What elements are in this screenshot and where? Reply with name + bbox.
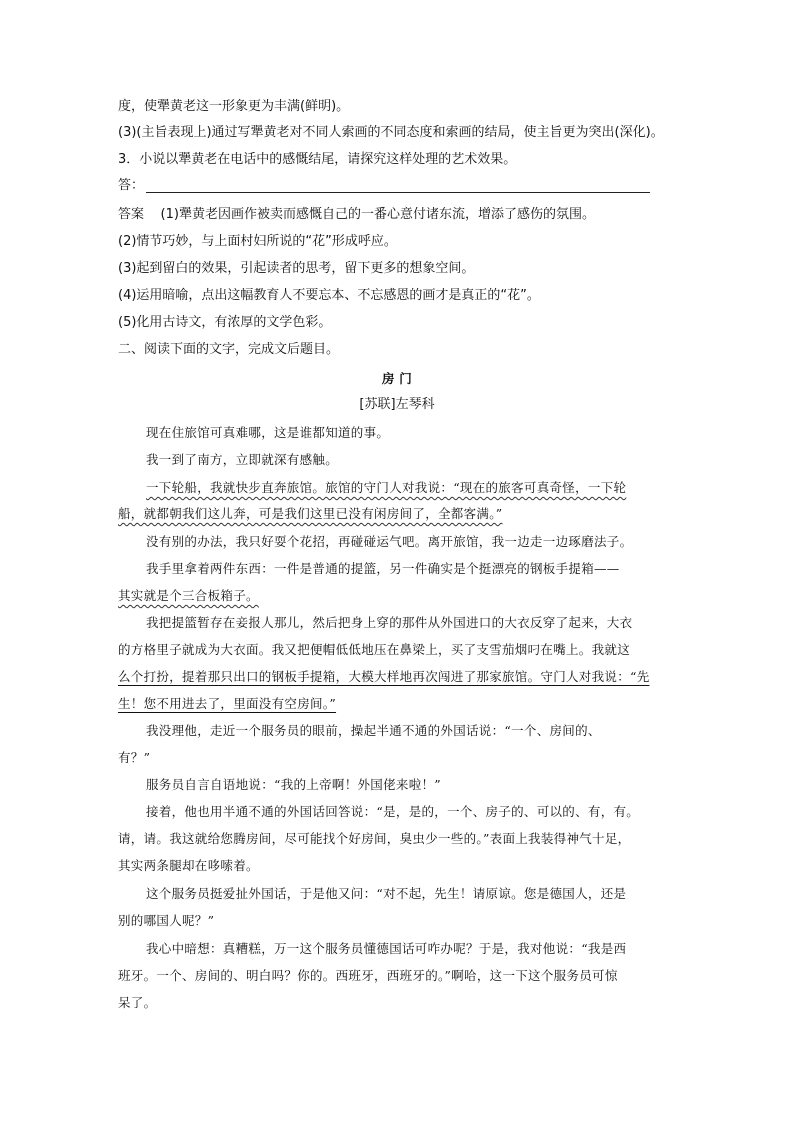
story-title: 房 门 [381, 371, 413, 386]
answer-item-4: (4)运用暗喻，点出这幅教育人不要忘本、不忘感恩的画才是真正的“花”。 [118, 288, 540, 303]
story-line-14: 服务员自言自语地说：“我的上帝啊！外国佬来啦！” [146, 777, 441, 792]
story-line-4: 船，就都朝我们这儿奔，可是我们这里已没有闲房间了，全都客满。” [118, 506, 503, 521]
answer-item-1: (1)犟黄老因画作被卖而感慨自己的一番心意付诸东流，增添了感伤的氛围。 [160, 207, 595, 222]
story-line-22: 呆了。 [118, 995, 157, 1010]
story-line-5: 没有别的办法，我只好耍个花招，再碰碰运气吧。离开旅馆，我一边走一边琢磨法子。 [146, 534, 633, 549]
continued-answer-line: 度，使犟黄老这一形象更为丰满(鲜明)。 [118, 99, 350, 114]
answer-item-2: (2)情节巧妙，与上面村妇所说的“花”形成呼应。 [118, 234, 397, 249]
answer-item-3: (3)起到留白的效果，引起读者的思考，留下更多的想象空间。 [118, 261, 475, 276]
story-line-6: 我手里拿着两件东西：一件是普通的提篮，另一件确实是个挺漂亮的钢板手提箱—— [146, 561, 620, 576]
story-line-2: 我一到了南方，立即就深有感触。 [146, 452, 339, 467]
story-line-21: 班牙。一个、房间的、明白吗？你的。西班牙，西班牙的。”啊哈，这一下这个服务员可惊 [118, 968, 618, 983]
story-author: [苏联]左琴科 [359, 397, 435, 412]
story-line-1: 现在住旅馆可真难哪，这是谁都知道的事。 [146, 425, 390, 440]
section-2-heading: 二、阅读下面的文字，完成文后题目。 [118, 342, 340, 357]
answer-item-5: (5)化用古诗文，有浓厚的文学色彩。 [118, 315, 332, 330]
story-line-15: 接着，他也用半通不通的外国话回答说：“是，是的，一个、房子的、可以的、有，有。 [146, 804, 640, 819]
answer-label: 答案 [118, 207, 145, 222]
story-line-9: 的方格里子就成为大衣面。我又把便帽低低地压在鼻梁上，买了支雪茄烟叼在嘴上。我就这 [118, 642, 631, 657]
story-line-11: 生！您不用进去了，里面没有空房间。” [118, 696, 337, 711]
story-line-16: 请，请。我这就给您腾房间，尽可能找个好房间，臭虫少一些的。”表面上我装得神气十足， [118, 831, 631, 846]
story-line-13: 有？” [118, 750, 151, 765]
story-line-20: 我心中暗想：真糟糕，万一这个服务员懂德国话可咋办呢？于是，我对他说：“我是西 [146, 941, 627, 956]
answer-block [118, 206, 595, 224]
story-line-3: 一下轮船，我就快步直奔旅馆。旅馆的守门人对我说：“现在的旅客可真奇怪，一下轮 [146, 480, 627, 495]
answer-blank-line [146, 192, 650, 193]
answer-prompt: 答： [118, 178, 145, 193]
story-line-19: 别的哪国人呢？” [118, 913, 215, 928]
story-line-7: 其实就是个三合板箱子。 [118, 588, 259, 603]
question-3: 3．小说以犟黄老在电话中的感慨结尾，请探究这样处理的艺术效果。 [118, 152, 517, 167]
answer-point-3: (3)(主旨表现上)通过写犟黄老对不同人索画的不同态度和索画的结局，使主旨更为突出(深化)。 [118, 125, 664, 140]
story-line-8: 我把提篮暂存在妾报人那儿，然后把身上穿的那件从外国进口的大衣反穿了起来，大衣 [146, 615, 633, 630]
story-line-12: 我没理他，走近一个服务员的眼前，操起半通不通的外国话说：“一个、房间的、 [146, 723, 601, 738]
story-line-18: 这个服务员挺爱扯外国话，于是他又问：“对不起，先生！请原谅。您是德国人，还是 [146, 886, 627, 901]
story-line-17: 其实两条腿却在哆嗦着。 [118, 858, 259, 873]
story-line-10: 么个打扮，提着那只出口的钢板手提箱，大模大样地再次闯进了那家旅馆。守门人对我说：“先 [118, 669, 650, 684]
